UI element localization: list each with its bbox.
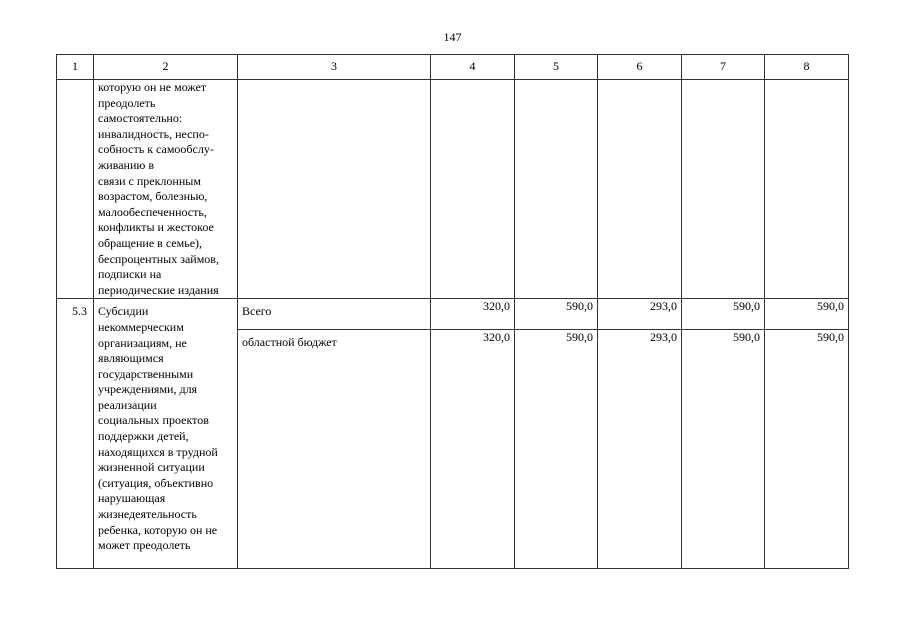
- item-5-3-total-row: [57, 299, 849, 330]
- header-cell-7: 7: [682, 55, 765, 80]
- continued-description-text: которую он не может преодолеть самостоятельно: инвалидность, неспо- собность к самообслу- живанию в связи с преклонным возрастом, болезнью, малообеспеченность, конфликты и жестокое обращение в семье), беспроцентных займов, подписки на периодические издания: [98, 80, 219, 297]
- item-description: [94, 299, 238, 569]
- header-cell-1: 1: [57, 55, 94, 80]
- page-number: 147: [443, 30, 462, 44]
- value-cell: 590,0: [765, 330, 849, 569]
- source-regional-budget: областной бюджет: [238, 330, 431, 569]
- continued-description-cell: [94, 80, 238, 299]
- header-cell-4: 4: [431, 55, 515, 80]
- header-cell-3: 3: [238, 55, 431, 80]
- continued-row: [57, 80, 849, 299]
- continued-value-cell: [598, 80, 682, 299]
- header-cell-5: 5: [515, 55, 598, 80]
- funding-table: [56, 54, 849, 569]
- value-cell: 590,0: [682, 299, 765, 330]
- continued-source-cell: [238, 80, 431, 299]
- item-description-text: Субсидии некоммерческим организациям, не являющимся государственными учреждениями, для реализации социальных проектов поддержки детей, находящихся в трудной жизненной ситуации (ситуация, объективно нарушающая жизнедеятельность ребенка, которую он не может преодолеть: [98, 304, 218, 553]
- header-cell-8: 8: [765, 55, 849, 80]
- value-cell: 590,0: [682, 330, 765, 569]
- source-total: Всего: [238, 299, 431, 330]
- value-cell: 320,0: [431, 299, 515, 330]
- header-cell-2: 2: [94, 55, 238, 80]
- value-cell: 590,0: [515, 299, 598, 330]
- value-cell: 293,0: [598, 330, 682, 569]
- header-row: [57, 55, 849, 80]
- value-cell: 590,0: [765, 299, 849, 330]
- value-cell: 590,0: [515, 330, 598, 569]
- header-cell-6: 6: [598, 55, 682, 80]
- item-code: 5.3: [57, 299, 94, 569]
- value-cell: 293,0: [598, 299, 682, 330]
- continued-value-cell: [515, 80, 598, 299]
- continued-value-cell: [765, 80, 849, 299]
- continued-value-cell: [431, 80, 515, 299]
- continued-value-cell: [682, 80, 765, 299]
- value-cell: 320,0: [431, 330, 515, 569]
- continued-code-cell: [57, 80, 94, 299]
